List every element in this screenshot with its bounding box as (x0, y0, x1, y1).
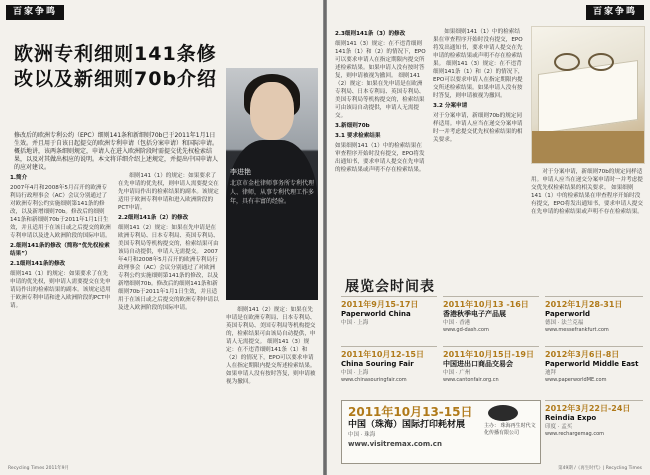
event-item (341, 346, 437, 384)
event-name: 香港秋季电子产品展 (443, 310, 506, 318)
photo-suit (226, 140, 318, 300)
featured-host (484, 423, 540, 437)
body-text: 细则141（2）规定：如果在先申请是在欧洲专利局、日本专利局、英国专利局、美国专利局等机构提交的，检索结果可由该局自动提供，申请人无需提交。 (118, 225, 219, 255)
author-caption (230, 168, 314, 206)
event-url[interactable]: www.gd-dash.com (443, 327, 489, 333)
event-name: 中国进出口商品交易会 (443, 360, 513, 368)
body-text: 如果细则141（1）中的检索结果在审查程序开始时没有提交，EPO将发出通知书，要求申请人提交在先申请的检索结果或声明不存在检索结果。 (531, 185, 643, 215)
event-city: 中国 · 上海 (341, 370, 369, 376)
event-url[interactable]: www.paperworldME.com (545, 377, 607, 383)
body-text: 细则141（1）的规定：如果要求了在先申请的优先权，则申请人需要提交在先申请局作出的检索结果的副本。该规定适用于欧洲专利申请和进入欧洲阶段的PCT申请。 (118, 173, 219, 211)
event-item (545, 346, 643, 384)
heading-section-3-2: 3.2 分案申请 (433, 103, 468, 109)
right-column-1 (335, 28, 427, 266)
event-item (443, 346, 539, 384)
author-bio: 北京市金杜律师事务所专利代理人、律师，从事专利代理工作多年，具有丰富的经验。 (230, 180, 315, 205)
host-name: 珠海再生时代文化传播有限公司 (484, 423, 536, 436)
left-column-1 (10, 172, 112, 462)
body-text: 细则141（1）的规定：如果要求了在先申请的优先权，则申请人需要提交在先申请局作出的检索结果的副本。该规定适用于欧洲专利申请和进入欧洲阶段的PCT申请。 (10, 271, 111, 309)
book-spine (532, 131, 645, 164)
footer-right: 第49期 /《再生时代》| Recycling Times (558, 466, 642, 471)
author-name: 李进艳 (230, 168, 251, 176)
event-url[interactable]: www.chinasouringfair.com (341, 377, 407, 383)
event-item (545, 400, 643, 438)
left-column-2 (118, 172, 220, 462)
body-text: 对于分案申请，新细则70b的规定同样适用。申请人应当在递交分案申请时一并考虑提交优先权检索结果的相关要求。 (433, 113, 523, 143)
event-item (443, 296, 539, 334)
event-item (545, 296, 643, 334)
event-name: Paperworld China (341, 310, 411, 318)
event-city: 印度 · 孟买 (545, 424, 573, 430)
event-date: 2012年3月22日-24日 (545, 404, 631, 413)
event-date: 2012年3月6日-8日 (545, 350, 620, 359)
heading-section-2-1: 2.1细则141条的修改 (10, 261, 66, 267)
body-text: 如果细则141（1）中的检索结果在审查程序开始时没有提交，EPO将发出通知书，要求申请人提交在先申请的检索结果或声明不存在检索结果。 (433, 29, 523, 67)
event-item (341, 296, 437, 327)
event-url[interactable]: www.cantonfair.org.cn (443, 377, 499, 383)
featured-event (341, 400, 541, 464)
heading-section-2-3: 2.3细则141条（3）的修改 (335, 31, 406, 37)
body-text: 如果细则141（1）中的检索结果在审查程序开始时没有提交，EPO将发出通知书，要求申请人提交在先申请的检索结果或声明不存在检索结果。 (335, 143, 425, 173)
section-tag-right: 百家争鸣 (586, 5, 644, 20)
event-city: 中国 · 上海 (341, 320, 369, 326)
recax-logo-icon (488, 405, 518, 421)
event-city: 德国 · 法兰克福 (545, 320, 584, 326)
left-column-3 (226, 306, 318, 462)
glasses-lens-icon (588, 53, 614, 71)
glasses-lens-icon (554, 53, 580, 71)
body-text: 细则141（2）规定：如果在先申请是在欧洲专利局、日本专利局、英国专利局、美国专利局等机构提交的，检索结果可由该局自动提供，申请人无需提交。 (226, 307, 316, 345)
event-name: Paperworld Middle East (545, 360, 639, 368)
book-glasses-image (531, 26, 645, 164)
body-text: 细则141（3）规定：在不违背细则141条（1）和（2）的情况下，EPO可以要求申请人在指定期限内提交所述检索结果。如果申请人没有按时答复，则申请被视为撤回。 (335, 41, 426, 79)
event-date: 2012年1月28-31日 (545, 300, 623, 309)
featured-url[interactable]: www.visitremax.com.cn (348, 440, 442, 448)
featured-date: 2011年10月13-15日 (348, 405, 473, 419)
body-text: 对于分案申请，新细则70b的规定同样适用。申请人应当在递交分案申请时一并考虑提交优先权检索结果的相关要求。 (531, 169, 643, 191)
article-lead: 修改后的欧洲专利公约（EPC）细则141条和新细则70b已于2011年1月1日生效。并且用于自该日起提交的欧洲专利申请（包括分案申请）和国际申请。概括地讲，该两条细则规定，申请人在进入欧洲阶段时需提交优先权检索结果，以及对其做出相应的说明。本文将详细介绍上述规定，并提出中国申请人的应对建议。 (14, 132, 219, 171)
right-column-2 (433, 28, 525, 266)
heading-section-2-2: 2.2细则141条（2）的修改 (118, 215, 189, 221)
body-text: 细则141（3）规定：在不违背细则141条（1）和（2）的情况下，EPO可以要求申请人在指定期限内提交所述检索结果。如果申请人没有按时答复，则申请被视为撤回。 (226, 339, 316, 385)
body-text: 2007年4月和2008年5月召开的欧洲专利局行政理事会（AC）会议分别通过了对欧洲专利公约实施细则第141条的修改，以及新增细则70b。修改后的细则141条和新细则70b于2011年1月1日生效，并且适用于在该日或之后提交的欧洲专利申请以及进入欧洲阶段的国际申请。 (118, 249, 219, 311)
section-tag: 百家争鸣 (6, 5, 64, 20)
event-city: 中国 · 广州 (443, 370, 471, 376)
book-page (538, 60, 638, 134)
event-url[interactable]: www.rechargemag.com (545, 431, 604, 437)
body-text: 细则141（2）规定：如果在先申请是在欧洲专利局、日本专利局、英国专利局、美国专利局等机构提交的，检索结果可由该局自动提供，申请人无需提交。 (335, 73, 425, 119)
heading-section-2: 2.细则141条的修改（简称“优先权检索结果”） (10, 243, 110, 257)
event-city: 迪拜 (545, 370, 557, 376)
body-text: 2007年4月和2008年5月召开的欧洲专利局行政理事会（AC）会议分别通过了对欧洲专利公约实施细则第141条的修改，以及新增细则70b。修改后的细则141条和新细则70b于2011年1月1日生效，并且适用于在该日或之后提交的欧洲专利申请以及进入欧洲阶段的国际申请。 (10, 185, 111, 239)
left-page (0, 0, 323, 475)
event-name: China Souring Fair (341, 360, 414, 368)
footer-left: Recycling Times 2011年9月 (8, 466, 70, 471)
event-city: 中国 · 香港 (443, 320, 471, 326)
photo-face (250, 82, 294, 140)
event-date: 2011年10月15日-19日 (443, 350, 534, 359)
event-url[interactable]: www.messefrankfurt.com (545, 327, 609, 333)
event-date: 2011年10月13 -16日 (443, 300, 529, 309)
calendar-title: 展览会时间表 (345, 279, 435, 295)
article-headline: 欧洲专利细则141条修改以及新细则70b介绍 (14, 43, 218, 90)
event-date: 2011年9月15-17日 (341, 300, 419, 309)
featured-city: 中国 · 珠海 (348, 432, 376, 438)
heading-section-3: 3.新细则70b (335, 123, 370, 129)
event-name: Reindia Expo (545, 414, 597, 422)
body-text: 细则141（3）规定：在不违背细则141条（1）和（2）的情况下，EPO可以要求申请人在指定期限内提交所述检索结果。如果申请人没有按时答复，则申请被视为撤回。 (433, 61, 524, 99)
right-page (327, 0, 650, 475)
event-name: Paperworld (545, 310, 591, 318)
featured-name: 中国（珠海）国际打印耗材展 (348, 420, 466, 430)
heading-intro: 1.简介 (10, 175, 28, 181)
right-column-3 (531, 168, 643, 266)
host-label: 主办： (484, 423, 500, 429)
event-date: 2011年10月12-15日 (341, 350, 424, 359)
heading-section-3-1: 3.1 要求检索结果 (335, 133, 381, 139)
